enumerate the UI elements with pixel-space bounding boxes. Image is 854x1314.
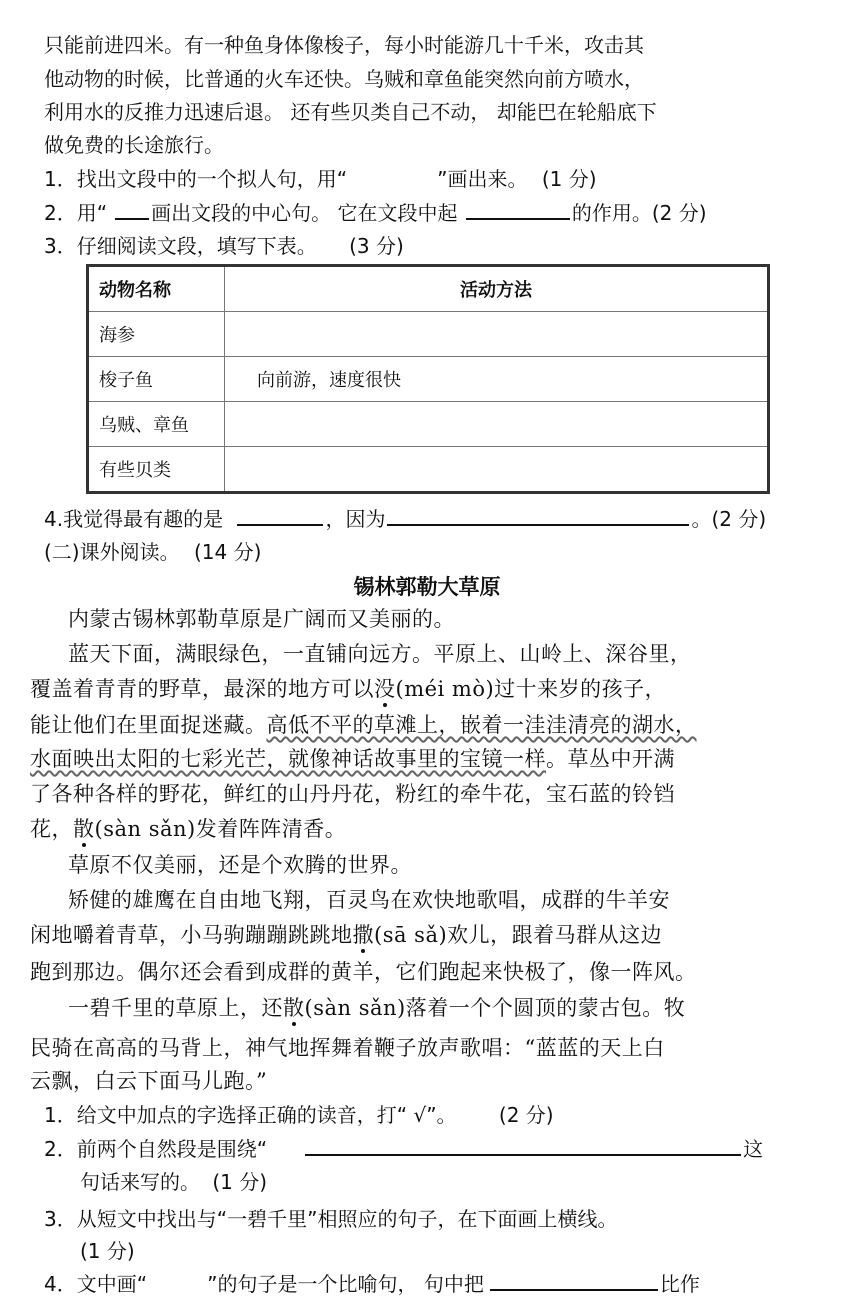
passage-line: 他动物的时候，比普通的火车还快。乌贼和章鱼能突然向前方喷水， — [44, 67, 644, 91]
table-cell: 有些贝类 — [88, 447, 225, 493]
question-1 — [44, 164, 597, 194]
question-b4 — [44, 1269, 700, 1299]
dotted-char: 没 — [374, 677, 396, 701]
passage-line: 利用水的反推力迅速后退。 还有些贝类自己不动， 却能巴在轮船底下 — [44, 100, 657, 124]
question-b2-continued — [80, 1167, 267, 1197]
wavy-underlined-text: 高低不平的草滩上，嵌着一洼洼清亮的湖水， — [266, 713, 697, 737]
article-line: 云飘，白云下面马儿跑。” — [30, 1069, 268, 1093]
article-line — [30, 814, 346, 844]
table-answer-cell[interactable] — [225, 402, 769, 447]
question-text: 。 — [691, 507, 712, 531]
table-row — [88, 312, 769, 357]
question-score: (2 分) — [711, 507, 767, 531]
question-b3 — [44, 1204, 617, 1234]
question-text: 找出文段中的一个拟人句，用“ — [76, 167, 348, 191]
article-line — [30, 920, 662, 950]
table-cell: 海参 — [88, 312, 225, 357]
question-number: 3． — [44, 1207, 77, 1231]
section-label: (二)课外阅读。 — [44, 540, 180, 564]
question-score: (2 分) — [498, 1103, 554, 1127]
question-text: 这 — [743, 1137, 764, 1161]
question-text: 给文中加点的字选择正确的读音，打“ √”。 — [76, 1103, 457, 1127]
question-text: 用“ — [76, 201, 108, 225]
answer-blank[interactable] — [466, 200, 570, 220]
question-text: ”的句子是一个比喻句， 句中把 — [207, 1272, 484, 1296]
passage-line: 做免费的长途旅行。 — [44, 133, 224, 157]
article-line: 矫健的雄鹰在自由地飞翔，百灵鸟在欢快地歌唱，成群的牛羊安 — [68, 888, 670, 912]
question-2 — [44, 198, 707, 228]
question-number: 1． — [44, 167, 77, 191]
answer-blank[interactable] — [115, 200, 149, 220]
dotted-char: 散 — [283, 996, 305, 1020]
question-text: 从短文中找出与“一碧千里”相照应的句子，在下面画上横线。 — [76, 1207, 618, 1231]
article-line — [30, 674, 666, 704]
table-row — [88, 357, 769, 402]
article-text: 覆盖着青青的野草，最深的地方可以 — [30, 677, 374, 701]
question-text: 前两个自然段是围绕“ — [76, 1137, 268, 1161]
section-score: (14 分) — [193, 540, 262, 564]
article-line — [68, 993, 685, 1023]
table-row — [88, 402, 769, 447]
wavy-underlined-text: 水面映出太阳的七彩光芒，就像神话故事里的宝镜一样 — [30, 747, 546, 771]
question-3 — [44, 231, 404, 261]
table-row — [88, 447, 769, 493]
question-score: (1 分) — [212, 1170, 268, 1194]
question-text: 比作 — [659, 1272, 700, 1296]
question-b1 — [44, 1100, 554, 1130]
article-line: 了各种各样的野花，鲜红的山丹丹花，粉红的牵牛花，宝石蓝的铃铛 — [30, 782, 675, 806]
question-score: (3 分) — [349, 234, 404, 258]
question-text: 句话来写的。 — [80, 1170, 200, 1194]
dotted-char: 撒 — [352, 923, 374, 947]
article-line: 跑到那边。偶尔还会看到成群的黄羊，它们跑起来快极了，像一阵风。 — [30, 960, 697, 984]
question-score: (1 分) — [80, 1239, 135, 1263]
wavy-line-sample — [373, 164, 423, 194]
question-text: 我觉得最有趣的是 — [63, 507, 224, 531]
table-header-cell: 活动方法 — [225, 266, 769, 312]
answer-blank[interactable] — [387, 506, 689, 526]
animal-activity-table — [86, 264, 770, 494]
question-text: 文中画“ — [76, 1272, 148, 1296]
question-number: 3． — [44, 234, 77, 258]
question-4 — [44, 504, 766, 534]
question-text: 画出文段的中心句。 它在文段中起 — [151, 201, 458, 225]
article-text: 花， — [30, 817, 73, 841]
article-text: 一碧千里的草原上，还 — [68, 996, 283, 1020]
table-header-cell: 动物名称 — [88, 266, 225, 312]
table-answer-cell[interactable] — [225, 312, 769, 357]
dotted-char: 散 — [73, 817, 95, 841]
table-cell: 乌贼、章鱼 — [88, 402, 225, 447]
article-text: 闲地嚼着青草，小马驹蹦蹦跳跳地 — [30, 923, 353, 947]
article-text: 。草丛中开满 — [546, 747, 675, 771]
answer-blank[interactable] — [237, 506, 323, 526]
pinyin-choice[interactable]: (sàn sǎn)发着阵阵清香。 — [94, 817, 347, 841]
answer-blank[interactable] — [305, 1136, 741, 1156]
answer-blank[interactable] — [490, 1271, 658, 1291]
question-text: 的作用。 — [571, 201, 652, 225]
question-number: 2． — [44, 201, 77, 225]
question-number: 2． — [44, 1137, 77, 1161]
pinyin-choice[interactable]: (sàn sǎn)落着一个个圆顶的蒙古包。牧 — [304, 996, 686, 1020]
article-paragraph: 内蒙古锡林郭勒草原是广阔而又美丽的。 — [68, 607, 455, 631]
passage-line: 只能前进四米。有一种鱼身体像梭子，每小时能游几十千米，攻击其 — [44, 33, 644, 57]
article-line: 蓝天下面，满眼绿色，一直铺向远方。平原上、山岭上、深谷里， — [68, 642, 692, 666]
table-answer-cell[interactable] — [225, 447, 769, 493]
table-answer-cell[interactable]: 向前游，速度很快 — [225, 357, 769, 402]
article-paragraph: 草原不仅美丽，还是个欢腾的世界。 — [68, 853, 412, 877]
pinyin-choice[interactable]: (méi mò)过十来岁的孩子， — [395, 677, 667, 701]
article-line — [30, 710, 697, 740]
question-text: ”画出来。 — [437, 167, 528, 191]
question-number: 4. — [44, 507, 64, 531]
question-number: 1． — [44, 1103, 77, 1127]
article-text: 能让他们在里面捉迷藏。 — [30, 713, 267, 737]
wavy-line-sample — [161, 1269, 197, 1299]
question-score: (1 分) — [541, 167, 597, 191]
question-number: 4． — [44, 1272, 77, 1296]
section-heading — [44, 537, 261, 567]
question-text: 仔细阅读文段，填写下表。 — [76, 234, 317, 258]
article-title: 锡林郭勒大草原 — [353, 575, 501, 599]
question-b2 — [44, 1134, 763, 1164]
question-text: ，因为 — [325, 507, 386, 531]
table-header-row — [88, 266, 769, 312]
table-cell: 梭子鱼 — [88, 357, 225, 402]
article-line — [30, 744, 675, 774]
article-line: 民骑在高高的马背上，神气地挥舞着鞭子放声歌唱：“蓝蓝的天上白 — [30, 1036, 665, 1060]
question-score: (2 分) — [651, 201, 707, 225]
pinyin-choice[interactable]: (sā sǎ)欢儿，跟着马群从这边 — [374, 923, 663, 947]
